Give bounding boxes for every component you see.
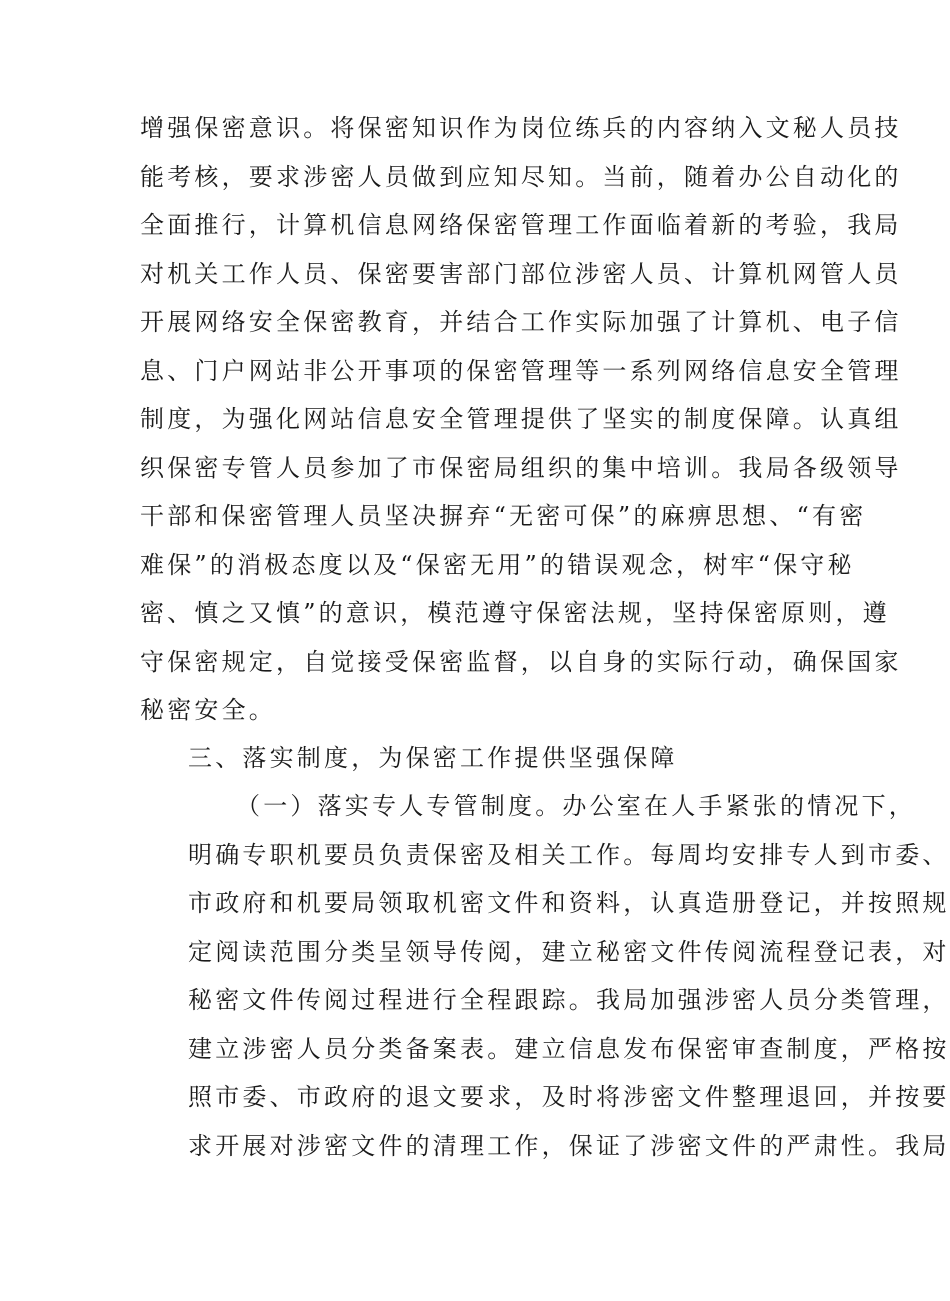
section-heading-text: 三、落实制度，为保密工作提供坚强保障: [188, 744, 678, 772]
text-line: 增强保密意识。将保密知识作为岗位练兵的内容纳入文秘人员技: [140, 114, 902, 142]
text-line: 密、慎之又慎”的意识，模范遵守保密法规，坚持保密原则，遵: [140, 599, 890, 627]
text-line: 开展网络安全保密教育，并结合工作实际加强了计算机、电子信: [140, 308, 902, 336]
text-line: 对机关工作人员、保密要害部门部位涉密人员、计算机网管人员: [140, 259, 902, 288]
text-line: （一）落实专人专管制度。办公室在人手紧张的情况下，: [236, 792, 916, 820]
section-heading: [188, 734, 786, 783]
text-line: 秘密文件传阅过程进行全程跟踪。我局加强涉密人员分类管理，: [188, 986, 950, 1014]
text-line: 息、门户网站非公开事项的保密管理等一系列网络信息安全管理: [140, 356, 902, 385]
text-line: 干部和保密管理人员坚决摒弃“无密可保”的麻痹思想、“有密: [140, 502, 867, 530]
text-line: 全面推行，计算机信息网络保密管理工作面临着新的考验，我局: [140, 211, 902, 239]
text-line: 明确专职机要员负责保密及相关工作。每周均安排专人到市委、: [188, 840, 950, 869]
body-paragraph-security-awareness: [140, 104, 902, 735]
text-line: 难保”的消极态度以及“保密无用”的错误观念，树牢“保守秘: [140, 550, 855, 579]
text-line: 秘密安全。: [140, 696, 276, 724]
text-line: 守保密规定，自觉接受保密监督，以自身的实际行动，确保国家: [140, 647, 902, 676]
text-line: 制度，为强化网站信息安全管理提供了坚实的制度保障。认真组: [140, 405, 902, 433]
text-line: 市政府和机要局领取机密文件和资料，认真造册登记，并按照规: [188, 889, 950, 917]
text-line: 织保密专管人员参加了市保密局组织的集中培训。我局各级领导: [140, 453, 902, 482]
text-line: 能考核，要求涉密人员做到应知尽知。当前，随着办公自动化的: [140, 162, 902, 191]
text-line: 照市委、市政府的退文要求，及时将涉密文件整理退回，并按要: [188, 1083, 950, 1111]
body-paragraph-dedicated-management: [140, 782, 950, 1170]
text-line: 建立涉密人员分类备案表。建立信息发布保密审查制度，严格按: [188, 1034, 950, 1063]
text-line: 求开展对涉密文件的清理工作，保证了涉密文件的严肃性。我局: [188, 1131, 950, 1160]
text-line: 定阅读范围分类呈领导传阅，建立秘密文件传阅流程登记表，对: [188, 937, 950, 966]
